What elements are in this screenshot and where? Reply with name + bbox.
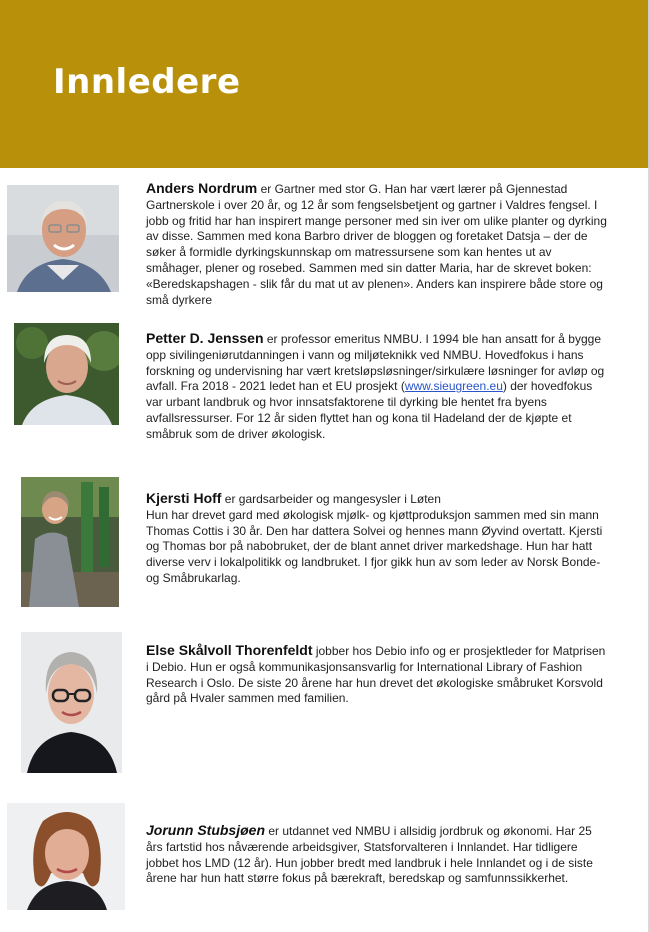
- speaker-bio-petter: [146, 331, 610, 443]
- project-link[interactable]: www.sieugreen.eu: [404, 379, 503, 394]
- speaker-name: Jorunn Stubsjøen: [146, 822, 265, 838]
- speaker-bio-anders: [146, 181, 610, 308]
- speaker-bio-kjersti: [146, 491, 610, 587]
- speaker-name: Anders Nordrum: [146, 180, 258, 196]
- speaker-photo-kjersti: [21, 477, 119, 607]
- speaker-photo-else: [21, 632, 122, 773]
- speaker-name: Else Skålvoll Thorenfeldt: [146, 642, 313, 658]
- speaker-photo-jorunn: [7, 803, 125, 910]
- speaker-description-cont: Hun har drevet gard med økologisk mjølk- og kjøttproduksjon sammen med sin mann Thomas Cottis i 30 år. Den har dattera Solvei og hennes mann Øyvind overtatt. Kjersti og Thomas bor på nabobruket, der de blant annet driver markedshage. Hun har hatt diverse verv i lokalpolitikk og landbruket. I fjor gikk hun av som leder av Norsk Bonde- og Småbrukarlag.: [146, 507, 603, 585]
- speaker-photo-anders: [7, 185, 119, 292]
- speaker-photo-petter: [14, 323, 119, 425]
- speaker-description: er gardsarbeider og mangesysler i Løten: [221, 492, 441, 506]
- speaker-description: jobber hos Debio info og er prosjektleder for Matprisen i Debio. Hun er også kommunikasjonsansvarlig for International Library of Fashion Research i Oslo. De siste 20 årene har hun drevet det økologiske småbruket Korsvold gård på Hvaler sammen med familien.: [146, 644, 606, 706]
- page-title: Innledere: [53, 62, 241, 102]
- page-header: [0, 0, 650, 168]
- speaker-name: Kjersti Hoff: [146, 490, 222, 506]
- speaker-description: er professor emeritus NMBU. I 1994 ble han ansatt for å bygge opp sivilingeniørutdanningen i vann og miljøteknikk ved NMBU. Hovedfokus i hans forskning og undervisning har vært kretsløpsløsninger/sirkulære løsninger for avløp og avfall. Fra 2018 - 2021 ledet han et EU prosjekt (: [146, 332, 605, 394]
- speaker-description-cont: ) der hovedfokus var urbant landbruk og hvor innsatsfaktorene til dyrking ble hentet fra byens avfallsressurser. For 12 år siden flyttet han og kona til Hadeland der de kjøpte et småbruk som de driver økologisk.: [146, 379, 593, 441]
- speaker-bio-else: [146, 643, 610, 707]
- speaker-description: er utdannet ved NMBU i allsidig jordbruk og økonomi. Har 25 års fartstid hos nåværende arbeidsgiver, Statsforvalteren i Innlandet. Har tidligere jobbet hos LMD (12 år). Hun jobber bredt med landbruk i hele Innlandet og i de siste årene har hun hatt større fokus på bærekraft, beredskap og samfunnssikkerhet.: [146, 824, 593, 886]
- speaker-bio-jorunn: [146, 823, 610, 887]
- speaker-name: Petter D. Jenssen: [146, 330, 264, 346]
- speaker-description: er Gartner med stor G. Han har vært lærer på Gjennestad Gartnerskole i over 20 år, og 12 år som fengselsbetjent og gartner i Valdres fengsel. I jobb og fritid har han inspirert mange personer med sin iver om ulike planter og dyrking av disse. Sammen med kona Barbro driver de bloggen og foretaket Datsja – der de søker å formidle dyrkingskunnskap om matressursene som kan hentes ut av småhager, plener og rosebed. Sammen med sin datter Maria, har de skrevet boken: «Beredskapshagen - slik får du mat ut av plenen». Anders kan inspirere både store og små dyrkere: [146, 182, 607, 307]
